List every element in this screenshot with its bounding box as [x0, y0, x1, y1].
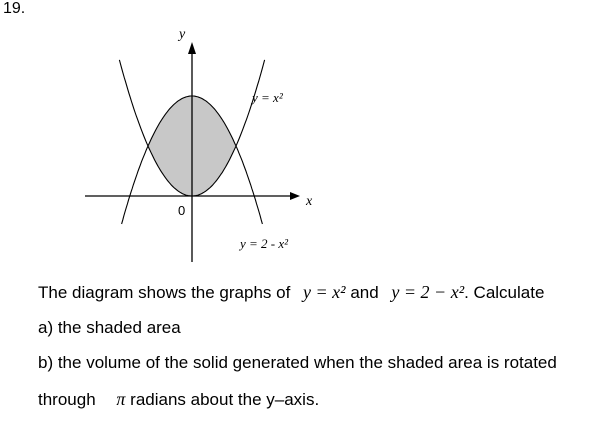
- and-word: and: [350, 283, 379, 302]
- y-axis-arrow: [188, 42, 196, 54]
- through-word: through: [38, 390, 96, 409]
- radians-text: radians about the y–axis.: [130, 390, 320, 409]
- question-intro-line: [38, 282, 544, 303]
- equation-2: y = 2 − x²: [391, 282, 465, 302]
- part-b-line1: b) the volume of the solid generated when the shaded area is rotated: [38, 353, 557, 372]
- x-axis-label: x: [306, 194, 313, 209]
- question-number: 19.: [3, 0, 26, 17]
- part-b-line2: [38, 389, 319, 410]
- part-a: a) the shaded area: [38, 318, 181, 337]
- equation-1: y = x²: [303, 282, 346, 302]
- origin-label: 0: [178, 203, 186, 218]
- curve1-label: y = x²: [252, 90, 283, 105]
- x-axis-arrow: [290, 192, 300, 200]
- y-axis-label: y: [179, 27, 186, 42]
- intro-text: The diagram shows the graphs of: [38, 283, 291, 302]
- calculate-text: . Calculate: [464, 283, 545, 302]
- pi-symbol: π: [116, 389, 126, 409]
- curve2-label: y = 2 - x²: [240, 236, 289, 251]
